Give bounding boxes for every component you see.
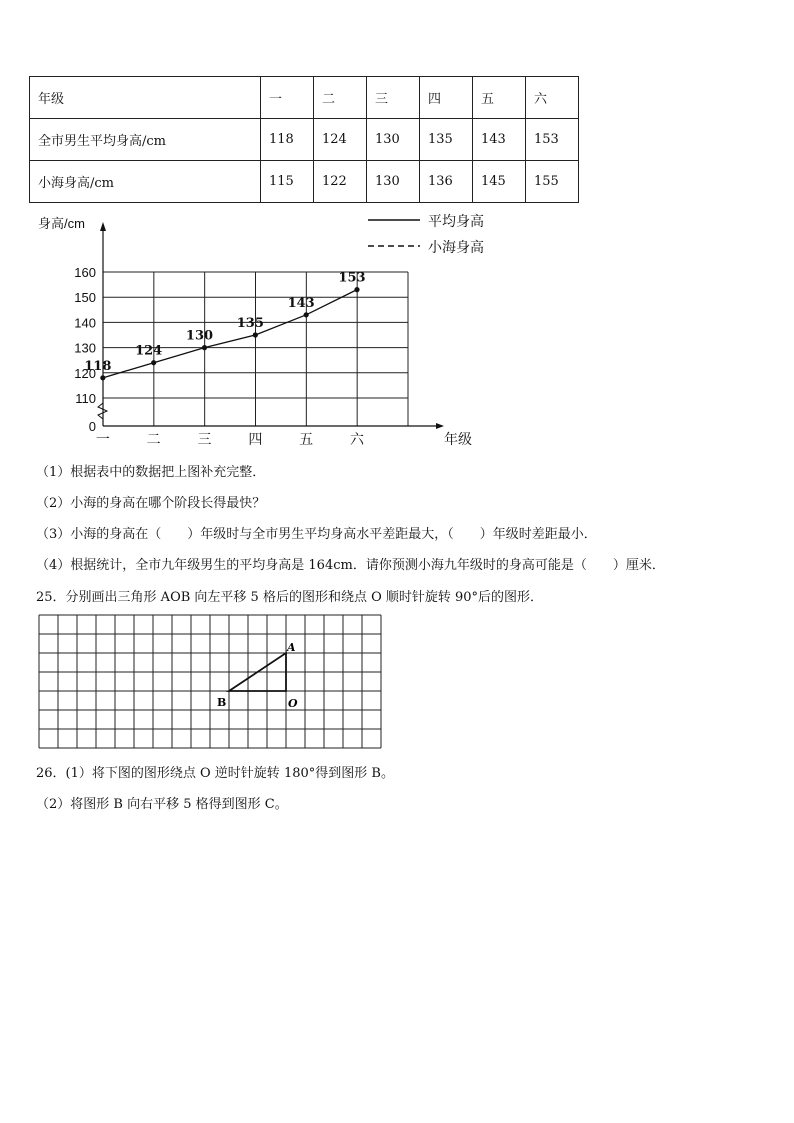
table-cell: 145 <box>473 161 526 203</box>
y-axis-label: 身高/cm <box>38 216 85 231</box>
table-header-cell: 年级 <box>30 77 261 119</box>
data-label: 124 <box>135 343 163 359</box>
y-tick-label: 140 <box>74 315 96 331</box>
x-tick-label: 五 <box>299 431 314 447</box>
table-cell: 136 <box>420 161 473 203</box>
table-cell: 153 <box>526 119 579 161</box>
x-tick-label: 二 <box>146 431 161 447</box>
table-cell: 130 <box>367 119 420 161</box>
table-row <box>30 161 579 203</box>
height-line-chart <box>0 205 520 450</box>
table-cell: 130 <box>367 161 420 203</box>
row-label: 小海身高/cm <box>30 161 261 203</box>
data-point <box>151 360 156 365</box>
data-point <box>304 312 309 317</box>
table-cell: 124 <box>314 119 367 161</box>
data-label: 135 <box>236 316 264 331</box>
legend-label: 平均身高 <box>428 213 484 229</box>
y-tick-label: 160 <box>74 265 96 280</box>
y-axis-arrow <box>100 222 106 231</box>
table-row <box>30 119 579 161</box>
x-tick-label: 六 <box>350 431 364 447</box>
table-cell: 143 <box>473 119 526 161</box>
table-header-cell: 一 <box>261 77 314 119</box>
question-26-part-1: 26．(1）将下图的图形绕点 O 逆时针旋转 180°得到图形 B。 <box>36 766 394 781</box>
average-height-line <box>103 290 357 378</box>
table-header-cell: 三 <box>367 77 420 119</box>
table-header-cell: 二 <box>314 77 367 119</box>
vertex-label-b: B <box>217 696 227 709</box>
x-axis-arrow <box>436 423 444 429</box>
table-cell: 118 <box>261 119 314 161</box>
x-axis-label: 年级 <box>444 431 472 447</box>
legend-label: 小海身高 <box>428 239 484 255</box>
table-cell: 122 <box>314 161 367 203</box>
row-label: 全市男生平均身高/cm <box>30 119 261 161</box>
y-tick-label: 0 <box>88 419 96 434</box>
table-cell: 155 <box>526 161 579 203</box>
data-point <box>100 375 105 380</box>
table-header-cell: 五 <box>473 77 526 119</box>
data-label: 143 <box>287 295 315 311</box>
y-tick-label: 130 <box>74 340 96 356</box>
data-point <box>253 332 258 337</box>
data-point <box>202 345 207 350</box>
y-tick-label: 150 <box>74 290 96 306</box>
table-cell: 135 <box>420 119 473 161</box>
question-3: （3）小海的身高在（ ）年级时与全市男生平均身高水平差距最大，（ ）年级时差距最小． <box>36 527 597 542</box>
question-2: （2）小海的身高在哪个阶段长得最快？ <box>36 496 266 511</box>
data-label: 118 <box>84 358 112 374</box>
table-cell: 115 <box>261 161 314 203</box>
data-label: 153 <box>338 270 366 286</box>
height-table <box>29 76 579 203</box>
triangle-grid <box>38 614 384 752</box>
data-point <box>354 287 359 292</box>
data-label: 130 <box>185 328 214 344</box>
table-header-cell: 六 <box>526 77 579 119</box>
x-tick-label: 四 <box>248 431 263 447</box>
question-4: （4）根据统计，全市九年级男生的平均身高是 164cm．请你预测小海九年级时的身高可能是（ ）厘米． <box>36 558 665 573</box>
table-header-cell: 四 <box>420 77 473 119</box>
y-tick-label: 120 <box>74 365 96 381</box>
x-tick-label: 三 <box>197 431 212 447</box>
y-tick-label: 110 <box>75 391 96 406</box>
x-tick-label: 一 <box>95 431 110 447</box>
table-header-row <box>30 77 579 119</box>
vertex-label-o: O <box>288 697 298 710</box>
question-25: 25．分别画出三角形 AOB 向左平移 5 格后的图形和绕点 O 顺时针旋转 90°后的图形． <box>36 590 544 605</box>
vertex-label-a: A <box>287 641 296 654</box>
question-1: （1）根据表中的数据把上图补充完整． <box>36 465 266 480</box>
question-26-part-2: （2）将图形 B 向右平移 5 格得到图形 C。 <box>36 797 288 812</box>
